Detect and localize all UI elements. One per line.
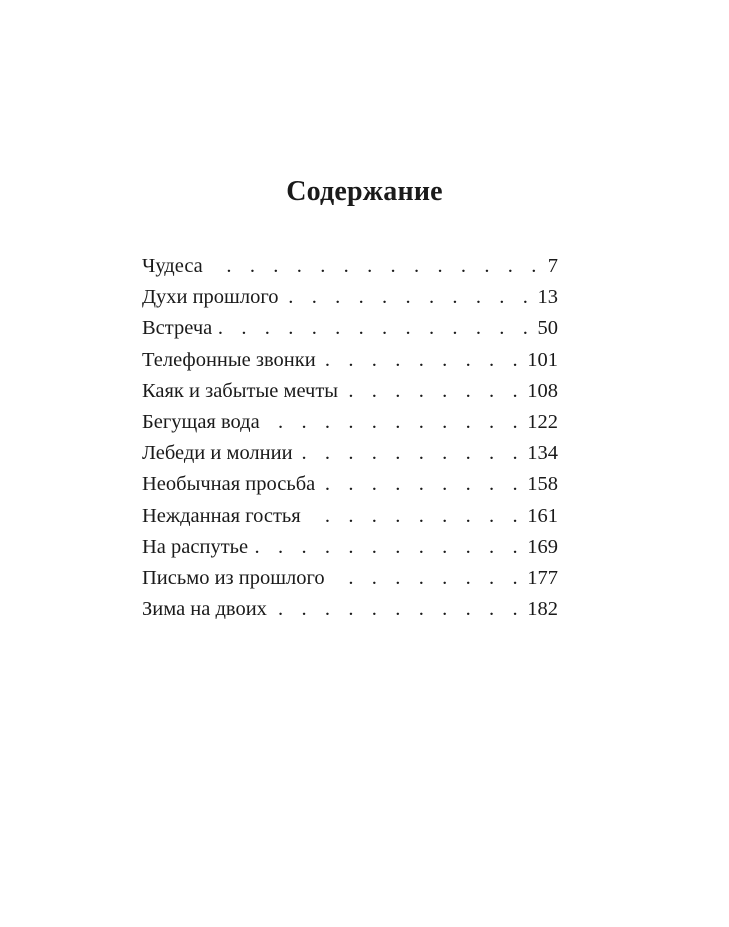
toc-entry-page: 177 — [527, 566, 558, 589]
toc-leader-dots — [322, 349, 525, 372]
toc-entry-page: 158 — [527, 473, 558, 496]
toc-leader-dots — [284, 286, 534, 309]
toc-entry-title: Встреча — [142, 317, 213, 340]
toc-entry-title: Необычная просьба — [142, 473, 316, 496]
toc-leader-dots — [266, 411, 525, 434]
toc-leader-dots — [321, 473, 524, 496]
toc-entry-page: 134 — [527, 442, 558, 465]
toc-entry[interactable] — [142, 473, 558, 504]
toc-entry[interactable] — [142, 442, 558, 473]
toc-entry-title: На распутье — [142, 535, 249, 558]
toc-entry[interactable] — [142, 598, 558, 629]
toc-entry[interactable] — [142, 349, 558, 380]
toc-entry-title: Зима на двоих — [142, 598, 267, 621]
toc-leader-dots — [273, 598, 524, 621]
toc-entry-page: 13 — [537, 286, 558, 309]
toc-entry-page: 7 — [547, 255, 558, 277]
toc-entry-title: Бегущая вода — [142, 410, 260, 433]
toc-leader-dots — [307, 505, 525, 528]
toc-entry-title: Чудеса — [142, 255, 203, 277]
toc-leader-dots — [299, 442, 525, 465]
toc-entry-title: Телефонные звонки — [142, 348, 316, 371]
toc-entry-title: Письмо из прошлого — [142, 566, 325, 589]
toc-entry[interactable] — [142, 380, 558, 411]
toc-leader-dots — [344, 380, 524, 403]
toc-entry-page: 122 — [527, 410, 558, 433]
toc-leader-dots — [331, 567, 525, 590]
toc-leader-dots — [218, 317, 534, 340]
page-title: Содержание — [286, 175, 443, 207]
toc-entry[interactable] — [142, 317, 558, 348]
toc-entry[interactable] — [142, 411, 558, 442]
toc-entry-page: 50 — [537, 317, 558, 340]
toc-entry-page: 161 — [527, 504, 558, 527]
toc-leader-dots — [254, 536, 524, 559]
toc-entry-title: Нежданная гостья — [142, 504, 301, 527]
toc-entry-title: Духи прошлого — [142, 286, 279, 309]
toc-leader-dots — [209, 255, 543, 278]
toc-entry-page: 169 — [527, 535, 558, 558]
toc-entry-page: 182 — [527, 598, 558, 621]
toc-entry-page: 108 — [527, 379, 558, 402]
toc-entry-page: 101 — [527, 348, 558, 371]
toc-entry[interactable] — [142, 536, 558, 567]
toc-entry[interactable] — [142, 255, 558, 286]
table-of-contents — [142, 255, 558, 629]
toc-entry[interactable] — [142, 286, 558, 317]
toc-entry[interactable] — [142, 567, 558, 598]
toc-entry-title: Каяк и забытые мечты — [142, 379, 339, 402]
toc-entry-title: Лебеди и молнии — [142, 442, 293, 465]
toc-entry[interactable] — [142, 505, 558, 536]
